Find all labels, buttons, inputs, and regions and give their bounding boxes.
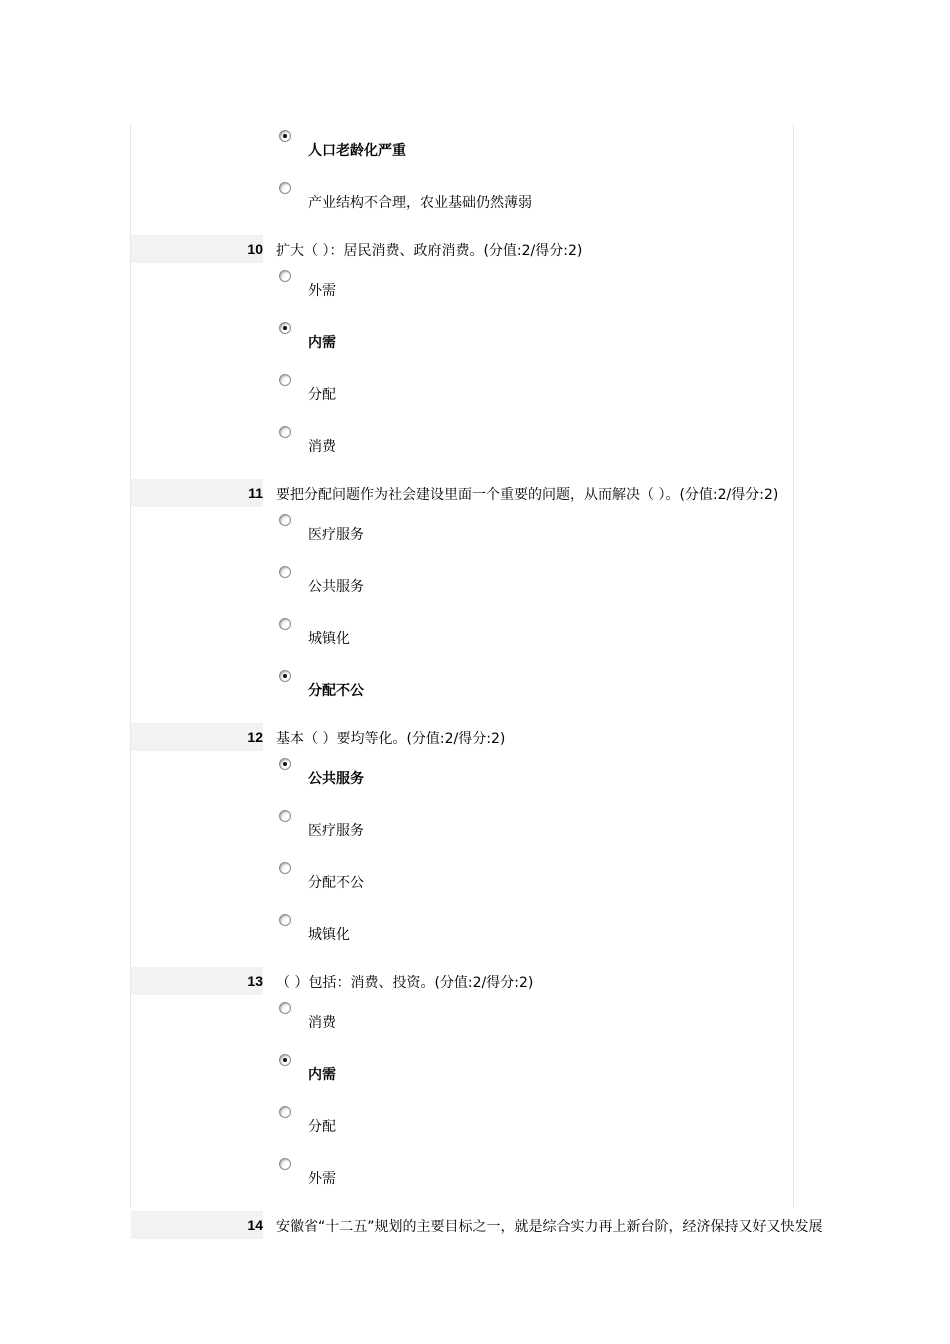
radio-unchecked-icon[interactable] [279, 514, 291, 526]
answer-option-label: 医疗服务 [308, 823, 364, 839]
answer-option[interactable] [276, 810, 776, 850]
answer-option-label: 医疗服务 [308, 527, 364, 543]
answer-option[interactable] [276, 566, 776, 606]
answer-option-label: 分配不公 [308, 875, 364, 891]
question-number: 12 [247, 729, 263, 745]
radio-unchecked-icon[interactable] [279, 618, 291, 630]
radio-unchecked-icon[interactable] [279, 270, 291, 282]
answer-option-label: 内需 [308, 1067, 336, 1083]
radio-unchecked-icon[interactable] [279, 1158, 291, 1170]
answer-option-label: 消费 [308, 439, 336, 455]
answer-option[interactable] [276, 270, 776, 310]
question-text: （ ）包括：消费、投资。(分值:2/得分:2) [276, 975, 534, 991]
question-text: 扩大（ ）：居民消费、政府消费。(分值:2/得分:2) [276, 243, 583, 259]
radio-unchecked-icon[interactable] [279, 426, 291, 438]
question-text: 基本（ ）要均等化。(分值:2/得分:2) [276, 731, 506, 747]
answer-option[interactable] [276, 758, 776, 798]
answer-option-label: 消费 [308, 1015, 336, 1031]
answer-option-label: 分配 [308, 387, 336, 403]
radio-checked-icon[interactable] [279, 322, 291, 334]
quiz-panel [130, 124, 823, 1235]
answer-option-label: 产业结构不合理，农业基础仍然薄弱 [308, 195, 532, 211]
answer-option-label: 公共服务 [308, 771, 364, 787]
radio-unchecked-icon[interactable] [279, 182, 291, 194]
radio-unchecked-icon[interactable] [279, 1106, 291, 1118]
question-number: 10 [247, 241, 263, 257]
answer-option[interactable] [276, 1002, 776, 1042]
question-header [131, 723, 793, 751]
question-header [131, 479, 793, 507]
answer-option[interactable] [276, 1106, 776, 1146]
answer-option[interactable] [276, 1054, 776, 1094]
answer-option-label: 内需 [308, 335, 336, 351]
answer-option-label: 公共服务 [308, 579, 364, 595]
question-text: 安徽省“十二五”规划的主要目标之一，就是综合实力再上新台阶，经济保持又好又快发展 [276, 1219, 823, 1235]
answer-option-label: 分配不公 [308, 683, 364, 699]
answer-option-label: 人口老龄化严重 [308, 143, 406, 159]
answer-option-label: 外需 [308, 283, 336, 299]
answer-option[interactable] [276, 322, 776, 362]
answer-option[interactable] [276, 514, 776, 554]
question-number: 13 [247, 973, 263, 989]
radio-checked-icon[interactable] [279, 670, 291, 682]
answer-option-label: 城镇化 [308, 631, 350, 647]
answer-option[interactable] [276, 182, 776, 222]
radio-unchecked-icon[interactable] [279, 374, 291, 386]
answer-option[interactable] [276, 670, 776, 710]
answer-option-label: 外需 [308, 1171, 336, 1187]
question-header [131, 967, 793, 995]
question-number: 11 [248, 485, 263, 501]
answer-option[interactable] [276, 862, 776, 902]
answer-option[interactable] [276, 426, 776, 466]
radio-checked-icon[interactable] [279, 1054, 291, 1066]
answer-option[interactable] [276, 130, 776, 170]
answer-option[interactable] [276, 618, 776, 658]
question-text: 要把分配问题作为社会建设里面一个重要的问题，从而解决（ ）。(分值:2/得分:2) [276, 487, 779, 503]
answer-option[interactable] [276, 1158, 776, 1198]
radio-checked-icon[interactable] [279, 130, 291, 142]
question-number: 14 [247, 1217, 263, 1233]
answer-option[interactable] [276, 374, 776, 414]
question-header [131, 1211, 823, 1239]
question-header [131, 235, 793, 263]
radio-unchecked-icon[interactable] [279, 914, 291, 926]
radio-unchecked-icon[interactable] [279, 566, 291, 578]
radio-unchecked-icon[interactable] [279, 810, 291, 822]
radio-unchecked-icon[interactable] [279, 862, 291, 874]
radio-unchecked-icon[interactable] [279, 1002, 291, 1014]
answer-option-label: 城镇化 [308, 927, 350, 943]
radio-checked-icon[interactable] [279, 758, 291, 770]
answer-option-label: 分配 [308, 1119, 336, 1135]
answer-option[interactable] [276, 914, 776, 954]
